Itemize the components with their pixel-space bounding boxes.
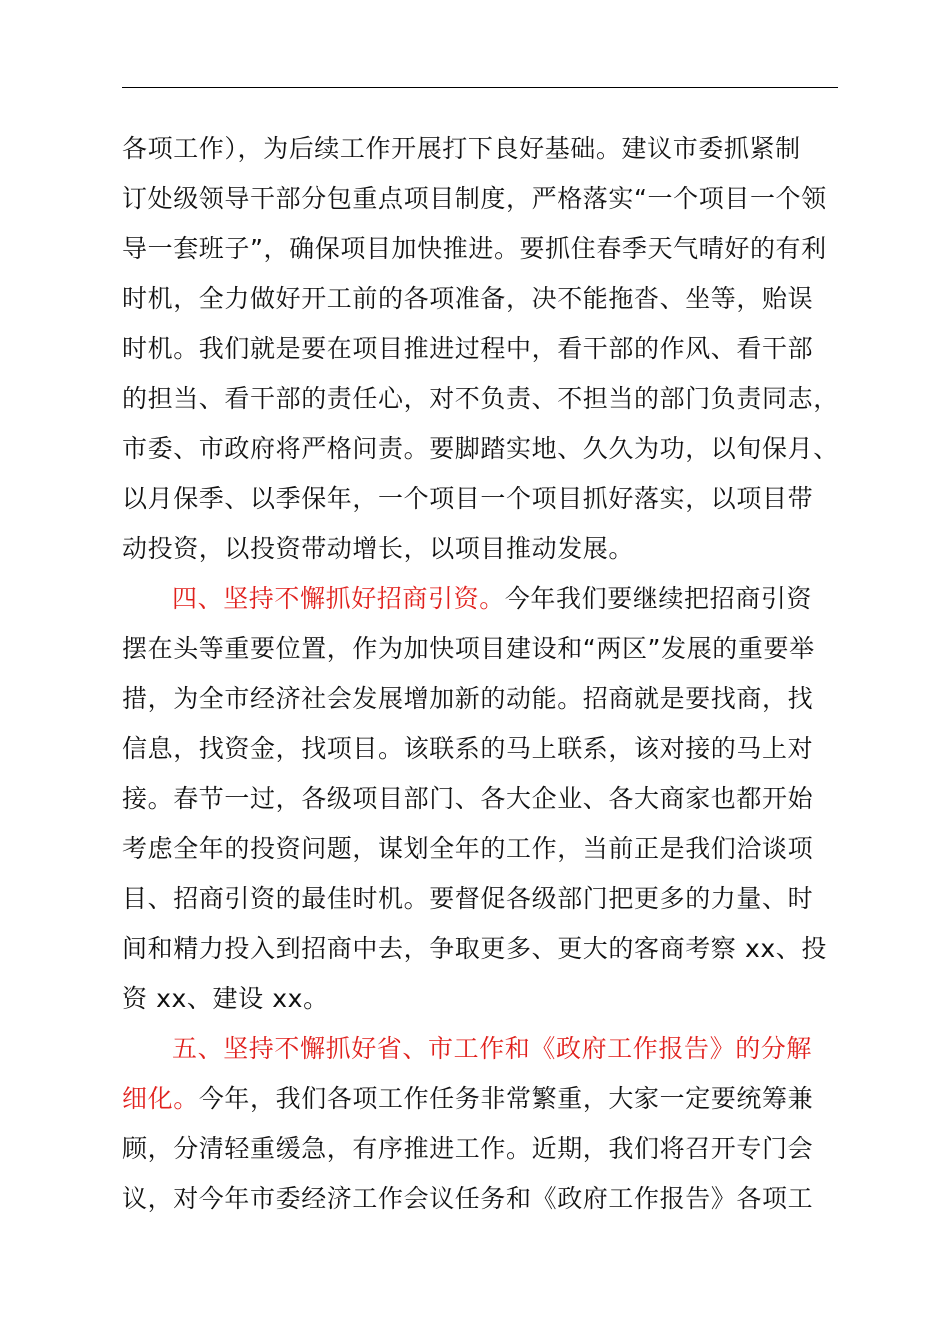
section-heading: 四、坚持不懈抓好招商引资。	[172, 584, 505, 613]
text-line	[122, 274, 813, 324]
text-line	[172, 1024, 812, 1074]
text-line	[122, 224, 827, 274]
text-line	[122, 1074, 813, 1124]
text-run: 今年，我们各项工作任务非常繁重，大家一定要统筹兼	[198, 1084, 814, 1113]
text-run: 订处级领导干部分包重点项目制度，严格落实“一个项目一个领	[122, 184, 827, 213]
text-run: 各项工作），为后续工作开展打下良好基础。建议市委抓紧制	[122, 134, 801, 163]
text-line	[122, 874, 813, 924]
text-run: 动投资，以投资带动增长，以项目推动发展。	[122, 534, 635, 563]
text-run: 顾，分清轻重缓急，有序推进工作。近期，我们将召开专门会	[122, 1134, 814, 1163]
text-line	[122, 824, 813, 874]
text-run: 目、招商引资的最佳时机。要督促各级部门把更多的力量、时	[122, 884, 814, 913]
text-line	[122, 424, 839, 474]
text-line	[122, 624, 815, 674]
text-run: 今年我们要继续把招商引资	[504, 584, 813, 613]
text-run: 导一套班子”，确保项目加快推进。要抓住春季天气晴好的有利	[122, 234, 827, 263]
section-heading: 五、坚持不懈抓好省、市工作和《政府工作报告》的分解	[172, 1034, 813, 1063]
text-line	[122, 1174, 813, 1224]
text-line	[122, 1124, 813, 1174]
text-line	[122, 324, 813, 374]
text-run: 间和精力投入到招商中去，争取更多、更大的客商考察 xx、投	[122, 934, 827, 963]
text-line	[122, 724, 813, 774]
text-run: 时机，全力做好开工前的各项准备，决不能拖沓、坐等，贻误	[122, 284, 814, 313]
section-heading: 细化。	[122, 1084, 199, 1113]
text-line	[122, 774, 813, 824]
text-run: 的担当、看干部的责任心，对不负责、不担当的部门负责同志，	[122, 384, 839, 413]
header-rule	[122, 87, 838, 88]
text-line	[122, 474, 813, 524]
text-run: 措，为全市经济社会发展增加新的动能。招商就是要找商，找	[122, 684, 814, 713]
text-line	[122, 974, 329, 1024]
text-run: 信息，找资金，找项目。该联系的马上联系，该对接的马上对	[122, 734, 814, 763]
text-line	[122, 174, 827, 224]
text-run: 时机。我们就是要在项目推进过程中，看干部的作风、看干部	[122, 334, 814, 363]
text-run: 资 xx、建设 xx。	[122, 984, 329, 1013]
text-run: 议，对今年市委经济工作会议任务和《政府工作报告》各项工	[122, 1184, 814, 1213]
text-run: 接。春节一过，各级项目部门、各大企业、各大商家也都开始	[122, 784, 814, 813]
text-run: 以月保季、以季保年，一个项目一个项目抓好落实，以项目带	[122, 484, 814, 513]
text-line	[122, 524, 634, 574]
text-line	[122, 374, 839, 424]
text-line	[122, 674, 813, 724]
text-run: 市委、市政府将严格问责。要脚踏实地、久久为功，以旬保月、	[122, 434, 839, 463]
text-run: 摆在头等重要位置，作为加快项目建设和“两区”发展的重要举	[122, 634, 815, 663]
text-run: 考虑全年的投资问题，谋划全年的工作，当前正是我们洽谈项	[122, 834, 814, 863]
text-line	[122, 124, 801, 174]
text-line	[172, 574, 812, 624]
text-line	[122, 924, 827, 974]
